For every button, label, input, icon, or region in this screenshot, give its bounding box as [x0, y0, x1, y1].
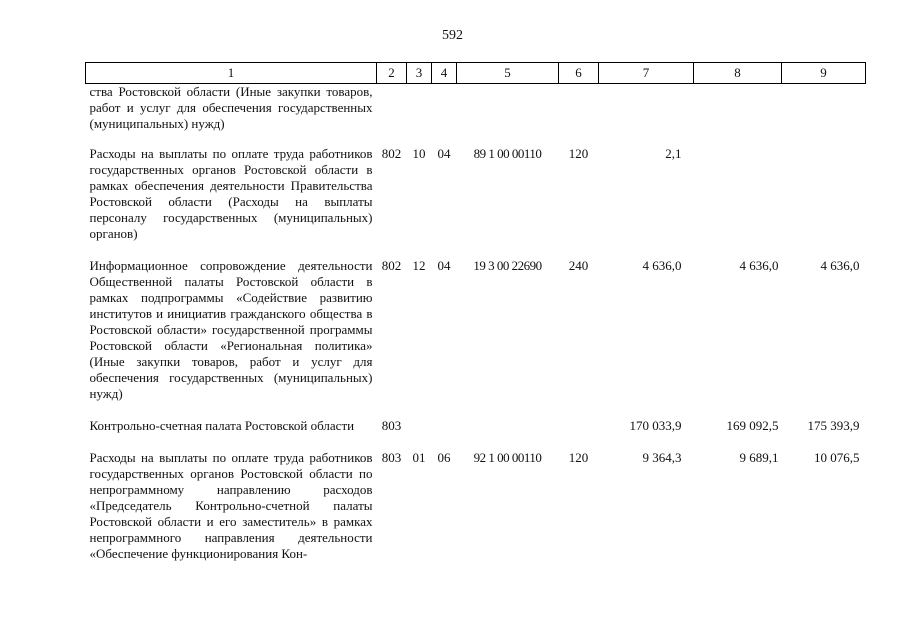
cell-ministry-code: 803 — [381, 418, 402, 433]
cell-amount-year1 — [599, 84, 694, 147]
cell-target-article: 89 1 00 00110 — [473, 146, 542, 161]
cell-subsection: 06 — [437, 450, 451, 465]
row-description: Контрольно-счетная палата Ростовской области — [89, 418, 355, 433]
cell-section: 10 — [412, 146, 426, 161]
cell-subsection — [432, 418, 457, 450]
column-header: 9 — [782, 63, 866, 84]
table-row — [86, 84, 866, 147]
cell-ministry-code: 802 — [381, 258, 402, 273]
cell-section — [407, 418, 432, 450]
cell-target-article: 19 3 00 22690 — [473, 258, 542, 273]
cell-expense-type: 120 — [568, 450, 589, 465]
column-header: 8 — [694, 63, 782, 84]
cell-subsection — [432, 84, 457, 147]
column-header: 7 — [599, 63, 694, 84]
row-description: ства Ростовской области (Иные закупки товаров, работ и услуг для обеспечения государственных (муниципальных) нужд) — [89, 84, 373, 131]
cell-expense-type — [559, 418, 599, 450]
cell-section — [407, 84, 432, 147]
cell-target-article — [457, 84, 559, 147]
cell-target-article: 92 1 00 00110 — [473, 450, 542, 465]
row-description: Расходы на выплаты по оплате труда работников государственных органов Ростовской области по непрограммному направлению расходов «Председатель Контрольно-счетной палаты Ростовской области и его заместитель» в рамках непрограммного направления деятельности «Обеспечение функционирования Кон- — [89, 450, 373, 561]
cell-expense-type — [559, 84, 599, 147]
column-header: 4 — [432, 63, 457, 84]
cell-subsection: 04 — [437, 258, 451, 273]
cell-amount-year1: 2,1 — [665, 146, 682, 161]
cell-amount-year3 — [782, 84, 866, 147]
cell-amount-year1: 170 033,9 — [629, 418, 682, 433]
cell-ministry-code: 803 — [381, 450, 402, 465]
table-row — [86, 418, 866, 450]
cell-section: 12 — [412, 258, 426, 273]
column-header: 5 — [457, 63, 559, 84]
cell-section: 01 — [412, 450, 426, 465]
page-number: 592 — [442, 28, 463, 43]
cell-amount-year2 — [694, 84, 782, 147]
cell-expense-type: 240 — [568, 258, 589, 273]
cell-ministry-code: 802 — [381, 146, 402, 161]
cell-amount-year3: 10 076,5 — [814, 450, 860, 465]
cell-amount-year3: 4 636,0 — [820, 258, 860, 273]
table-row — [86, 450, 866, 578]
column-header: 2 — [377, 63, 407, 84]
cell-target-article — [457, 418, 559, 450]
cell-subsection: 04 — [437, 146, 451, 161]
cell-amount-year2 — [694, 146, 782, 258]
cell-amount-year2: 4 636,0 — [739, 258, 779, 273]
column-header: 1 — [86, 63, 377, 84]
cell-ministry-code — [377, 84, 407, 147]
column-header: 3 — [407, 63, 432, 84]
row-description: Информационное сопровождение деятельности Общественной палаты Ростовской области в рамках подпрограммы «Содействие развитию институтов и инициатив гражданского общества в Ростовской области» государственной программы Ростовской области «Региональная политика» (Иные закупки товаров, работ и услуг для обеспечения государственных (муниципальных) нужд) — [89, 258, 373, 401]
cell-amount-year1: 9 364,3 — [642, 450, 682, 465]
table-row — [86, 258, 866, 418]
cell-amount-year2: 9 689,1 — [739, 450, 779, 465]
table-row — [86, 146, 866, 258]
cell-amount-year3 — [782, 146, 866, 258]
cell-amount-year3: 175 393,9 — [807, 418, 860, 433]
row-description: Расходы на выплаты по оплате труда работников государственных органов Ростовской области в рамках обеспечения деятельности Правительства Ростовской области (Расходы на выплаты персоналу государственных (муниципальных) органов) — [89, 146, 373, 241]
cell-amount-year1: 4 636,0 — [642, 258, 682, 273]
cell-expense-type: 120 — [568, 146, 589, 161]
header-row — [86, 63, 866, 84]
column-header: 6 — [559, 63, 599, 84]
budget-table — [85, 62, 866, 578]
cell-amount-year2: 169 092,5 — [726, 418, 779, 433]
